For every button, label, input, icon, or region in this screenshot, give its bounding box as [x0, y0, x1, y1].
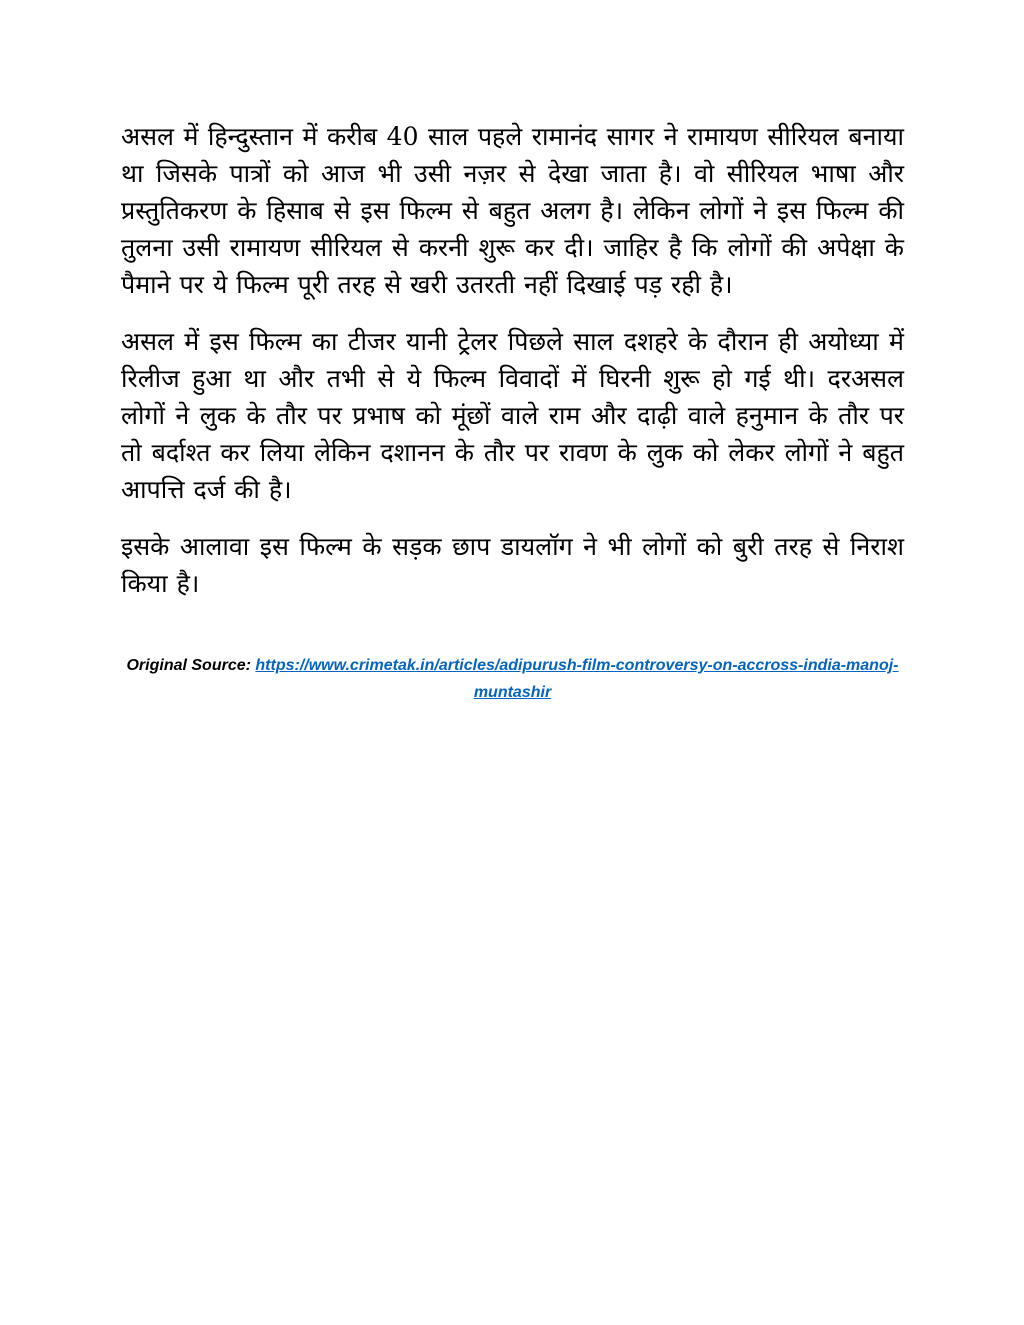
- paragraph-ramayan-serial: असल में हिन्दुस्तान में करीब 40 साल पहले रामानंद सागर ने रामायण सीरियल बनाया था जिसके पात्रों को आज भी उसी नज़र से देखा जाता है। वो सीरियल भाषा और प्रस्तुतिकरण के हिसाब से इस फिल्म से बहुत अलग है। लेकिन लोगों ने इस फिल्म की तुलना उसी रामायण सीरियल से करनी शुरू कर दी। जाहिर है कि लोगों की अपेक्षा के पैमाने पर ये फिल्म पूरी तरह से खरी उतरती नहीं दिखाई पड़ रही है।: [121, 122, 904, 299]
- paragraph-dialogues: इसके आलावा इस फिल्म के सड़क छाप डायलॉग ने भी लोगों को बुरी तरह से निराश किया है।: [121, 532, 904, 598]
- article-body: [121, 118, 904, 622]
- source-label: Original Source:: [126, 657, 251, 674]
- paragraph-teaser-controversy: असल में इस फिल्म का टीजर यानी ट्रेलर पिछले साल दशहरे के दौरान ही अयोध्या में रिलीज हुआ था और तभी से ये फिल्म विवादों में घिरनी शुरू हो गई थी। दरअसल लोगों ने लुक के तौर पर प्रभाष को मूंछों वाले राम और दाढ़ी वाले हनुमान के तौर पर तो बर्दाश्त कर लिया लेकिन दशानन के तौर पर रावण के लुक को लेकर लोगों ने बहुत आपत्ति दर्ज की है।: [121, 327, 904, 504]
- source-link[interactable]: https://www.crimetak.in/articles/adipurush-film-controversy-on-accross-india-manoj-muntashir: [255, 657, 899, 701]
- source-citation: [121, 652, 904, 706]
